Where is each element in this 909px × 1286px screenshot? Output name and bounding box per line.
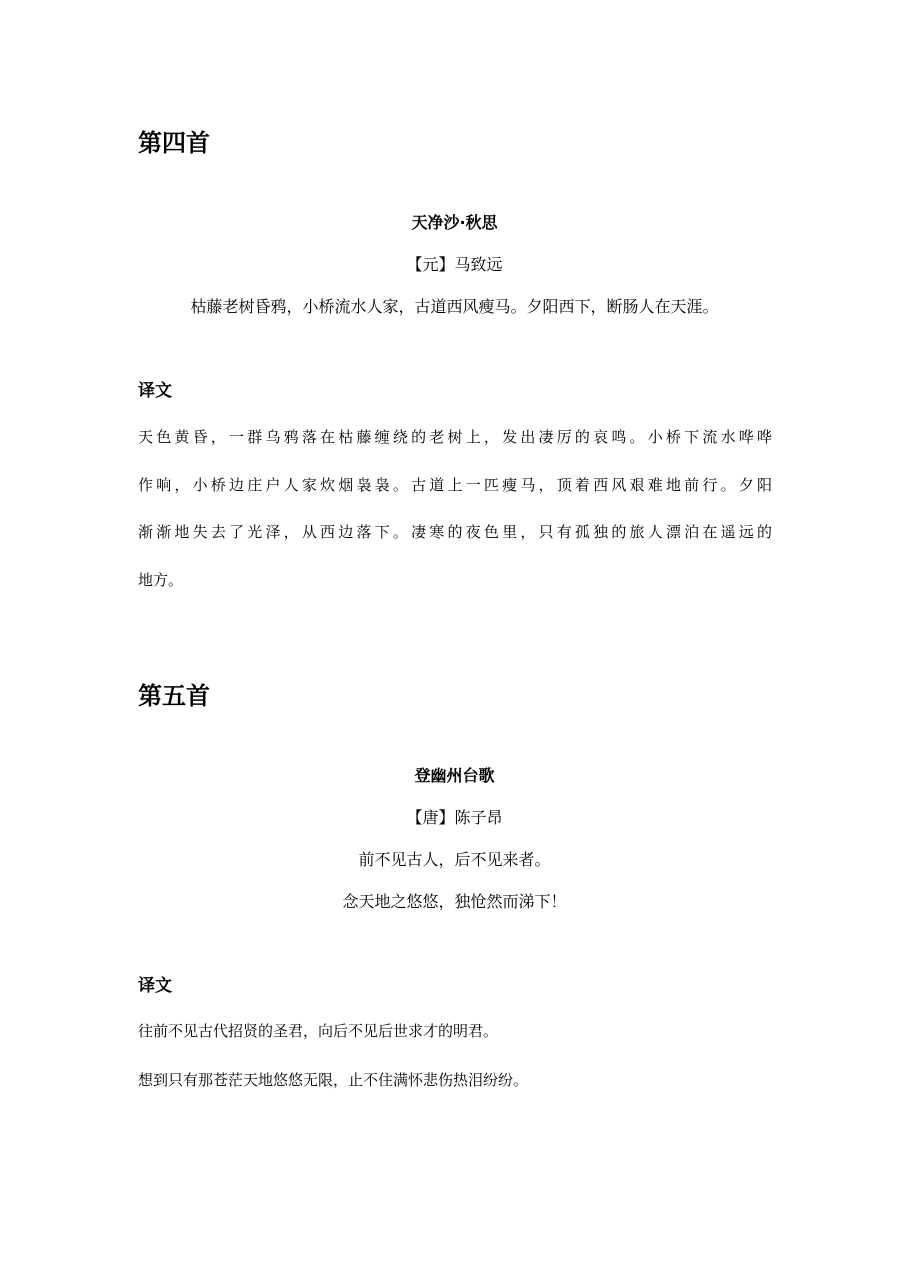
poem-line: 枯藤老树昏鸦，小桥流水人家，古道西风瘦马。夕阳西下，断肠人在天涯。	[190, 297, 719, 316]
translation-line: 作响，小桥边庄户人家炊烟袅袅。古道上一匹瘦马，顶着西风艰难地前行。夕阳	[138, 476, 772, 494]
translation-heading: 译文	[138, 381, 172, 401]
translation-line: 往前不见古代招贤的圣君，向后不见后世求才的明君。	[138, 1022, 499, 1040]
translation-heading: 译文	[138, 976, 172, 996]
poem-line: 念天地之悠悠，独怆然而涕下！	[342, 892, 567, 911]
poem-author: 【元】马致远	[406, 255, 503, 274]
section-heading-poem-5: 第五首	[138, 682, 210, 710]
translation-line: 地方。	[138, 571, 184, 589]
poem-title: 登幽州台歌	[414, 766, 495, 785]
poem-author: 【唐】陈子昂	[406, 808, 503, 827]
poem-title: 天净沙·秋思	[411, 213, 498, 232]
section-heading-poem-4: 第四首	[138, 129, 210, 157]
translation-line: 渐渐地失去了光泽，从西边落下。凄寒的夜色里，只有孤独的旅人漂泊在遥远的	[138, 523, 772, 541]
translation-line: 想到只有那苍茫天地悠悠无限，止不住满怀悲伤热泪纷纷。	[138, 1071, 529, 1089]
translation-line: 天色黄昏，一群乌鸦落在枯藤缠绕的老树上，发出凄厉的哀鸣。小桥下流水哗哗	[138, 428, 772, 446]
poem-line: 前不见古人，后不见来者。	[358, 850, 551, 869]
